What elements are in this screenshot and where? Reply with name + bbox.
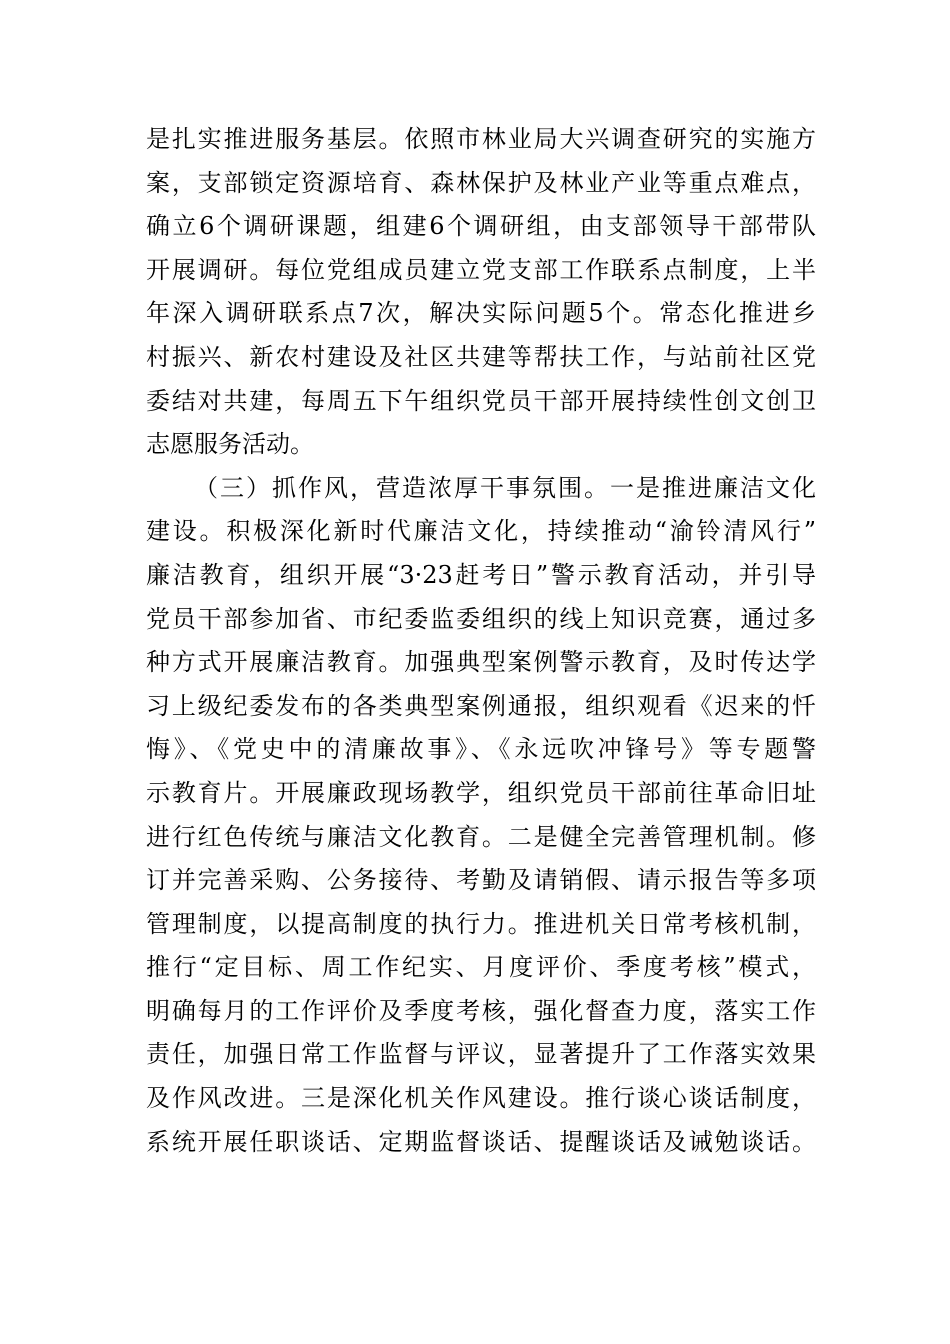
text-line: 党员干部参加省、市纪委监委组织的线上知识竞赛，通过多 <box>146 604 816 633</box>
body-text <box>146 118 816 1164</box>
text-line: 进行红色传统与廉洁文化教育。二是健全完善管理机制。修 <box>146 822 816 851</box>
text-line: 确立6个调研课题，组建6个调研组，由支部领导干部带队 <box>146 212 816 241</box>
text-line: 订并完善采购、公务接待、考勤及请销假、请示报告等多项 <box>146 866 816 895</box>
text-line: 委结对共建，每周五下午组织党员干部开展持续性创文创卫 <box>146 386 816 415</box>
text-line: 及作风改进。三是深化机关作风建设。推行谈心谈话制度， <box>146 1084 816 1113</box>
text-line: 案，支部锁定资源培育、森林保护及林业产业等重点难点， <box>146 168 816 197</box>
text-line: 系统开展任职谈话、定期监督谈话、提醒谈话及诫勉谈话。 <box>146 1127 816 1156</box>
text-line: 示教育片。开展廉政现场教学，组织党员干部前往革命旧址 <box>146 778 816 807</box>
text-line: 村振兴、新农村建设及社区共建等帮扶工作，与站前社区党 <box>146 342 816 371</box>
text-line: 开展调研。每位党组成员建立党支部工作联系点制度，上半 <box>146 255 816 284</box>
section-heading-line: （三）抓作风，营造浓厚干事氛围。一是推进廉洁文化 <box>194 473 816 502</box>
text-line: 年深入调研联系点7次，解决实际问题5个。常态化推进乡 <box>146 299 816 328</box>
text-line: 悔》、《党史中的清廉故事》、《永远吹冲锋号》等专题警 <box>146 735 816 764</box>
text-line: 志愿服务活动。 <box>146 430 314 459</box>
text-line: 明确每月的工作评价及季度考核，强化督查力度，落实工作 <box>146 996 816 1025</box>
text-line: 建设。积极深化新时代廉洁文化，持续推动“渝铃清风行” <box>146 517 816 546</box>
text-line: 是扎实推进服务基层。依照市林业局大兴调查研究的实施方 <box>146 125 816 153</box>
text-line: 管理制度，以提高制度的执行力。推进机关日常考核机制， <box>146 909 816 938</box>
text-line: 习上级纪委发布的各类典型案例通报，组织观看《迟来的忏 <box>146 691 816 720</box>
text-line: 种方式开展廉洁教育。加强典型案例警示教育，及时传达学 <box>146 648 816 677</box>
text-line: 推行“定目标、周工作纪实、月度评价、季度考核”模式， <box>146 953 816 982</box>
text-line: 责任，加强日常工作监督与评议，显著提升了工作落实效果 <box>146 1040 816 1069</box>
text-line: 廉洁教育，组织开展“3·23赶考日”警示教育活动，并引导 <box>146 560 816 589</box>
